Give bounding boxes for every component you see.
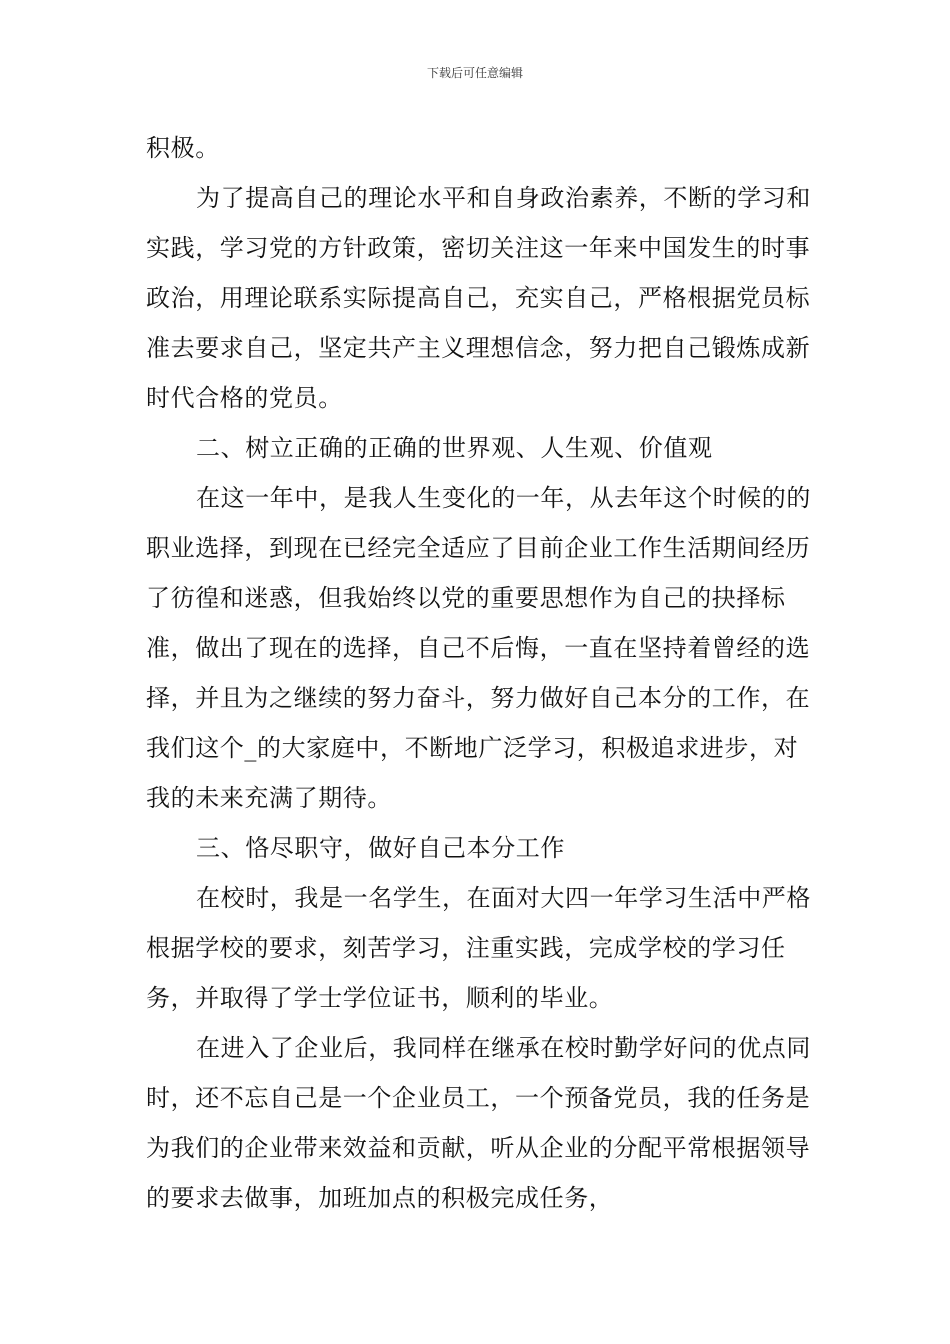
paragraph: 在校时，我是一名学生，在面对大四一年学习生活中严格根据学校的要求，刻苦学习，注重实践，完成学校的学习任务，并取得了学士学位证书，顺利的毕业。	[146, 884, 811, 1012]
paragraph: 在进入了企业后，我同样在继承在校时勤学好问的优点同时，还不忘自己是一个企业员工，一个预备党员，我的任务是为我们的企业带来效益和贡献，听从企业的分配平常根据领导的要求去做事，加班加点的积极完成任务，	[146, 1034, 811, 1212]
paragraph: 在这一年中，是我人生变化的一年，从去年这个时候的的职业选择，到现在已经完全适应了目前企业工作生活期间经历了彷徨和迷惑，但我始终以党的重要思想作为自己的抉择标准，做出了现在的选择，自己不后悔，一直在坚持着曾经的选择，并且为之继续的努力奋斗，努力做好自己本分的工作，在我们这个_的大家庭中，不断地广泛学习，积极追求进步，对我的未来充满了期待。	[146, 484, 811, 812]
document-body	[146, 123, 812, 1223]
section-heading: 二、树立正确的正确的世界观、人生观、价值观	[196, 434, 713, 462]
page-header: 下载后可任意编辑	[426, 66, 523, 80]
paragraph: 积极。	[146, 134, 220, 162]
section-heading: 三、恪尽职守，做好自己本分工作	[196, 834, 565, 862]
paragraph: 为了提高自己的理论水平和自身政治素养，不断的学习和实践，学习党的方针政策，密切关注这一年来中国发生的时事政治，用理论联系实际提高自己，充实自己，严格根据党员标准去要求自己，坚定共产主义理想信念，努力把自己锻炼成新时代合格的党员。	[146, 184, 811, 412]
